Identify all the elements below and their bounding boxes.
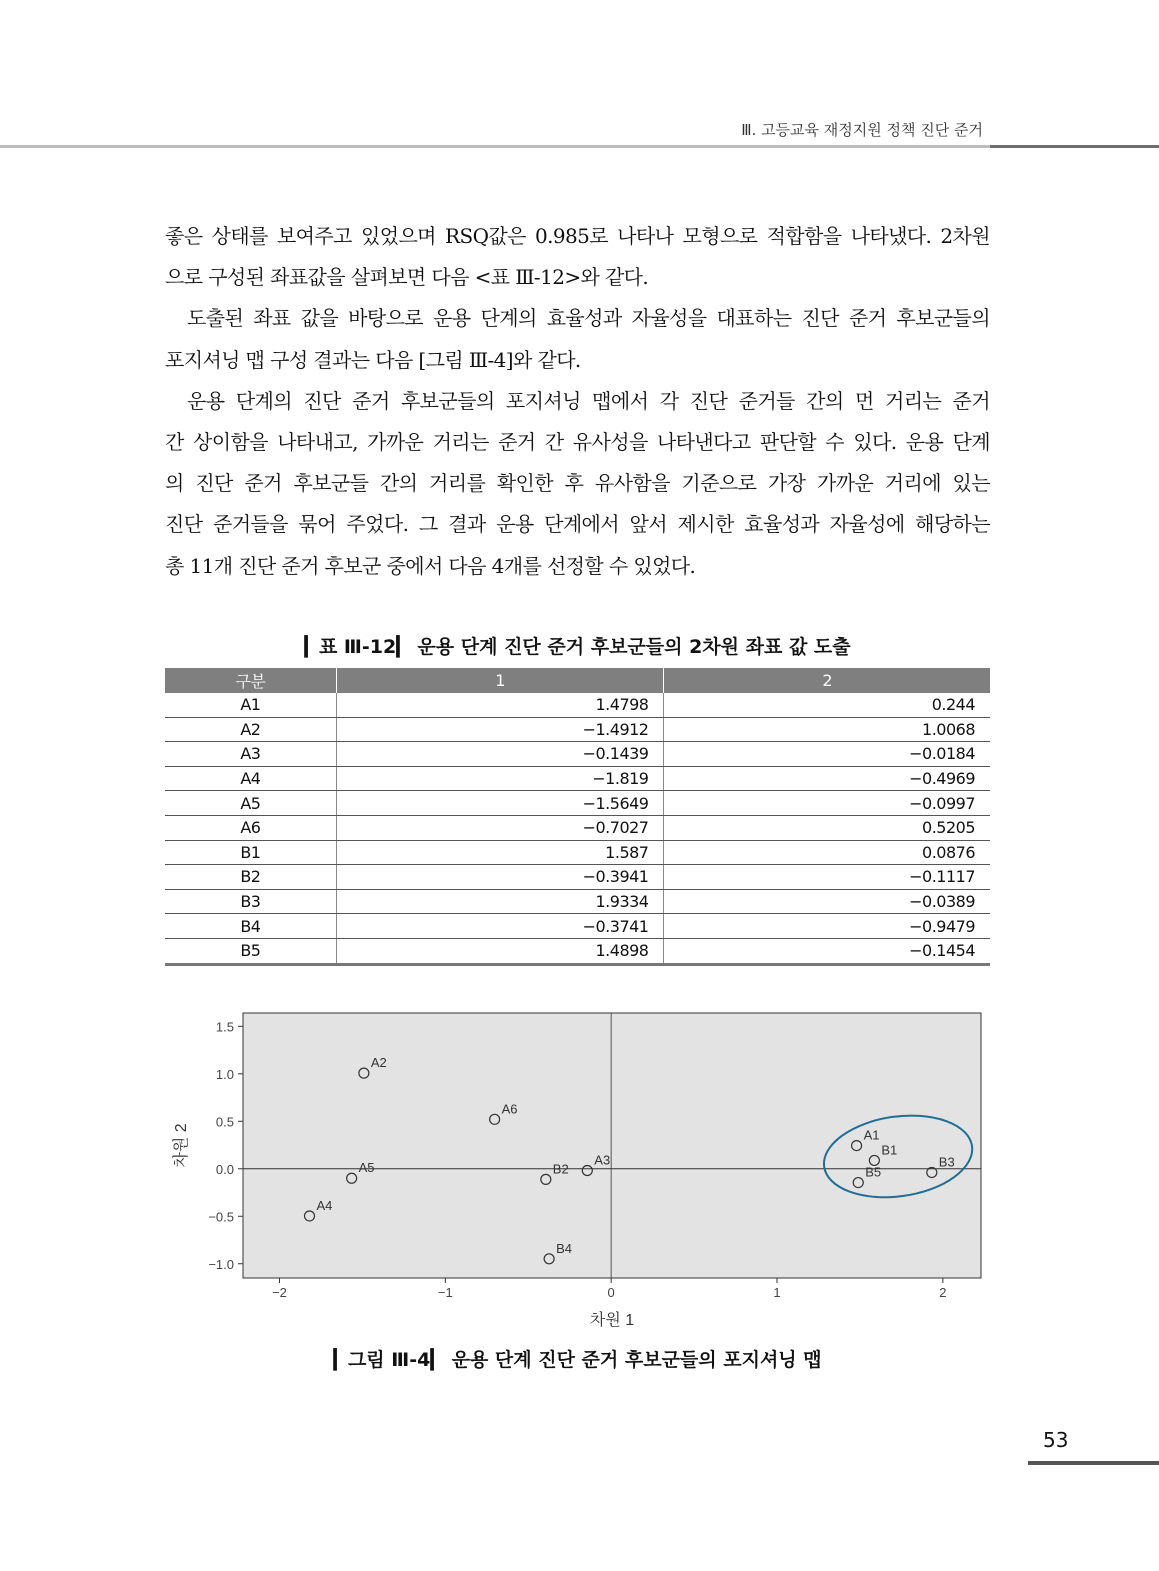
table-title: ▎표 Ⅲ-12▎ 운용 단계 진단 준거 후보군들의 2차원 좌표 값 도출	[304, 636, 851, 658]
y-tick-label: 1.0	[215, 1066, 234, 1082]
text-line: 운용 단계의 진단 준거 후보군들의 포지셔닝 맵에서 각 진단 준거들 간의 먼 거리는 준거	[187, 388, 990, 413]
data-point-label: A6	[501, 1101, 518, 1117]
table-row	[165, 693, 990, 717]
cell-value: 0.5205	[664, 815, 990, 840]
data-point-label: A2	[370, 1055, 387, 1071]
body-text	[165, 218, 990, 589]
column-header: 2	[664, 668, 990, 693]
data-point-label: B4	[556, 1240, 573, 1256]
row-label: B5	[165, 938, 336, 964]
y-tick-label: 0.5	[215, 1114, 234, 1130]
data-point-label: A5	[358, 1160, 375, 1176]
table-row	[165, 717, 990, 742]
cell-value: −0.1454	[664, 938, 990, 964]
row-label: A2	[165, 717, 336, 742]
cell-value: −0.0184	[664, 742, 990, 767]
page-number-rule	[1028, 1461, 1159, 1465]
data-point-label: A3	[594, 1152, 611, 1168]
cell-value: 1.587	[336, 840, 664, 865]
table-row	[165, 742, 990, 767]
y-tick-label: −0.5	[208, 1209, 234, 1225]
cell-value: −1.4912	[336, 717, 664, 742]
text-line: 총 11개 진단 준거 후보군 중에서 다음 4개를 선정할 수 있었다.	[165, 553, 696, 578]
header-rule-accent	[990, 145, 1159, 148]
cell-value: −0.3941	[336, 865, 664, 890]
x-tick-label: 1	[773, 1285, 781, 1300]
cell-value: 0.0876	[664, 840, 990, 865]
table-row	[165, 889, 990, 914]
y-axis-label: 차원 2	[173, 1123, 190, 1168]
cell-value: −0.0997	[664, 791, 990, 816]
x-axis-label: 차원 1	[589, 1312, 635, 1329]
data-point-label: B3	[938, 1154, 955, 1170]
table-row	[165, 791, 990, 816]
text-line: 간 상이함을 나타내고, 가까운 거리는 준거 간 유사성을 나타낸다고 판단할 수 있다. 운용 단계	[165, 429, 990, 454]
y-tick-label: 1.5	[215, 1019, 234, 1035]
cell-value: −1.819	[336, 766, 664, 791]
cell-value: −0.7027	[336, 815, 664, 840]
row-label: A5	[165, 791, 336, 816]
x-tick-label: 2	[939, 1285, 947, 1300]
data-point-label: A4	[316, 1197, 333, 1213]
data-point-label: B5	[865, 1164, 882, 1180]
data-point-label: B2	[552, 1161, 569, 1177]
row-label: A1	[165, 693, 336, 717]
text-line: 좋은 상태를 보여주고 있었으며 RSQ값은 0.985로 나타나 모형으로 적합함을 나타냈다. 2차원	[165, 224, 990, 248]
table-row	[165, 840, 990, 865]
cell-value: −0.1117	[664, 865, 990, 890]
table-row	[165, 766, 990, 791]
row-label: A4	[165, 766, 336, 791]
cell-value: −0.0389	[664, 889, 990, 914]
cell-value: 1.0068	[664, 717, 990, 742]
data-point-label: A1	[863, 1127, 880, 1143]
positioning-map-chart	[160, 1000, 1000, 1340]
cell-value: −0.4969	[664, 766, 990, 791]
x-tick-label: −1	[437, 1285, 453, 1300]
running-header: Ⅲ. 고등교육 재정지원 정책 진단 준거	[741, 121, 983, 139]
cell-value: 1.4798	[336, 693, 664, 717]
y-tick-label: 0.0	[215, 1161, 234, 1177]
cell-value: −0.3741	[336, 914, 664, 939]
x-tick-label: −2	[272, 1285, 287, 1300]
row-label: A6	[165, 815, 336, 840]
row-label: A3	[165, 742, 336, 767]
cell-value: 1.9334	[336, 889, 664, 914]
cell-value: −0.9479	[664, 914, 990, 939]
figure-caption: ▎그림 Ⅲ-4▎ 운용 단계 진단 준거 후보군들의 포지셔닝 맵	[333, 1349, 822, 1371]
text-line: 포지셔닝 맵 구성 결과는 다음 [그림 Ⅲ-4]와 같다.	[165, 347, 581, 372]
text-line: 의 진단 준거 후보군들 간의 거리를 확인한 후 유사함을 기준으로 가장 가까운 거리에 있는	[165, 471, 990, 496]
cell-value: −0.1439	[336, 742, 664, 767]
coordinates-table	[165, 668, 990, 966]
plot-area	[243, 1013, 981, 1278]
row-label: B2	[165, 865, 336, 890]
x-tick-label: 0	[607, 1285, 615, 1300]
text-line: 도출된 좌표 값을 바탕으로 운용 단계의 효율성과 자율성을 대표하는 진단 준거 후보군들의	[187, 306, 990, 331]
cell-value: 0.244	[664, 693, 990, 717]
table-row	[165, 865, 990, 890]
table-row	[165, 938, 990, 964]
y-tick-label: −1.0	[208, 1256, 234, 1272]
row-label: B4	[165, 914, 336, 939]
data-point-label: B1	[881, 1142, 898, 1158]
column-header: 1	[336, 668, 664, 693]
row-label: B1	[165, 840, 336, 865]
header-rule	[0, 145, 990, 148]
row-label: B3	[165, 889, 336, 914]
table-row	[165, 815, 990, 840]
column-header: 구분	[165, 668, 336, 693]
table-row	[165, 914, 990, 939]
page-number: 53	[1043, 1428, 1069, 1452]
cell-value: −1.5649	[336, 791, 664, 816]
text-line: 진단 준거들을 묶어 주었다. 그 결과 운용 단계에서 앞서 제시한 효율성과 자율성에 해당하는	[165, 512, 990, 537]
cell-value: 1.4898	[336, 938, 664, 964]
text-line: 으로 구성된 좌표값을 살펴보면 다음 <표 Ⅲ-12>와 같다.	[165, 265, 649, 290]
